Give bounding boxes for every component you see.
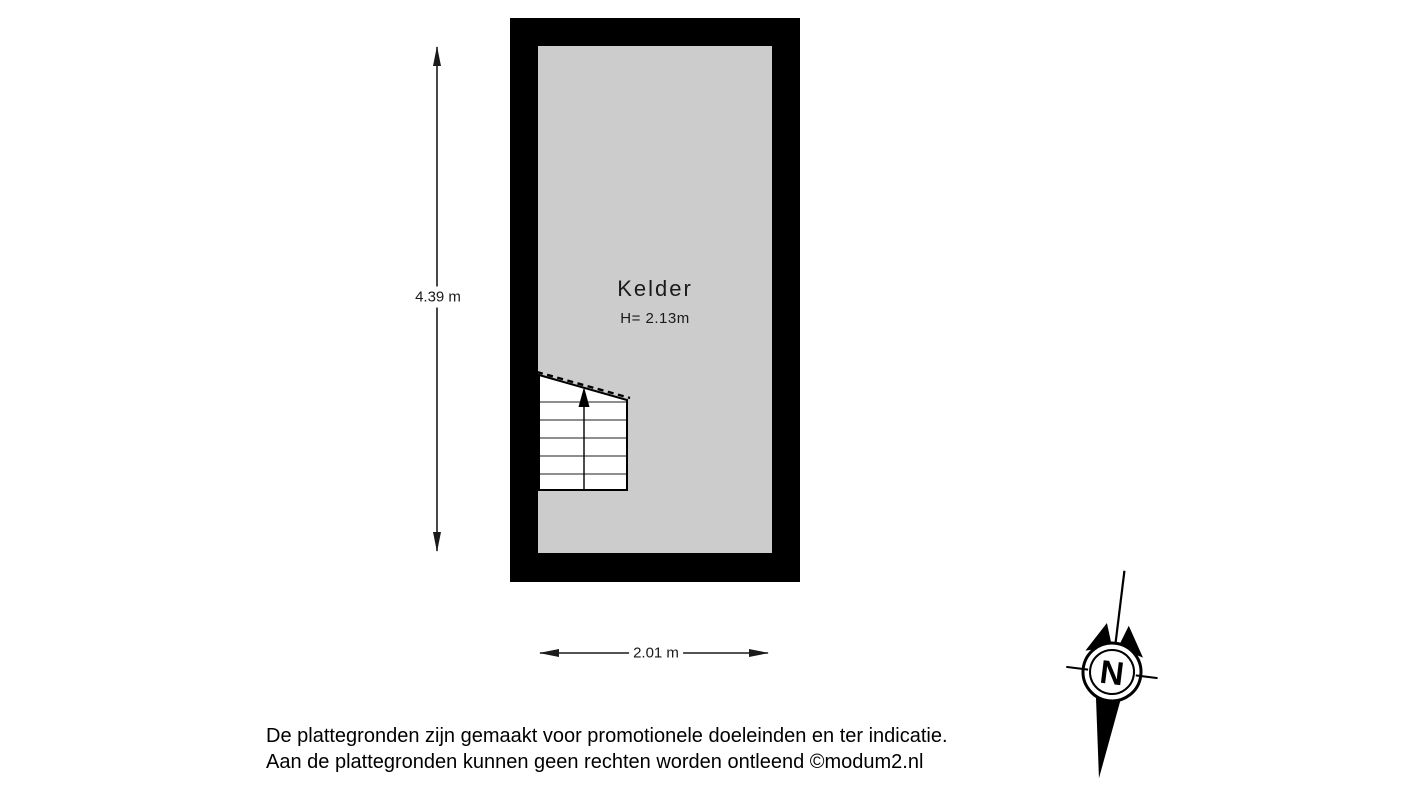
room-height-label: H= 2.13m bbox=[620, 310, 690, 327]
compass-needle-line bbox=[1115, 571, 1124, 645]
horizontal-dimension-label: 2.01 m bbox=[629, 643, 683, 664]
staircase-icon bbox=[533, 366, 637, 496]
compass-south-tail bbox=[1086, 696, 1121, 779]
disclaimer-line-1: De plattegronden zijn gemaakt voor promotionele doeleinden en ter indicatie. bbox=[266, 725, 948, 747]
north-compass-icon bbox=[1040, 554, 1180, 794]
disclaimer-text bbox=[266, 723, 948, 775]
vertical-dimension-label: 4.39 m bbox=[411, 287, 465, 308]
disclaimer-line-2: Aan de plattegronden kunnen geen rechten worden ontleend ©modum2.nl bbox=[266, 751, 924, 773]
compass-north-letter: N bbox=[1097, 652, 1127, 693]
room-name-label: Kelder bbox=[617, 276, 693, 301]
